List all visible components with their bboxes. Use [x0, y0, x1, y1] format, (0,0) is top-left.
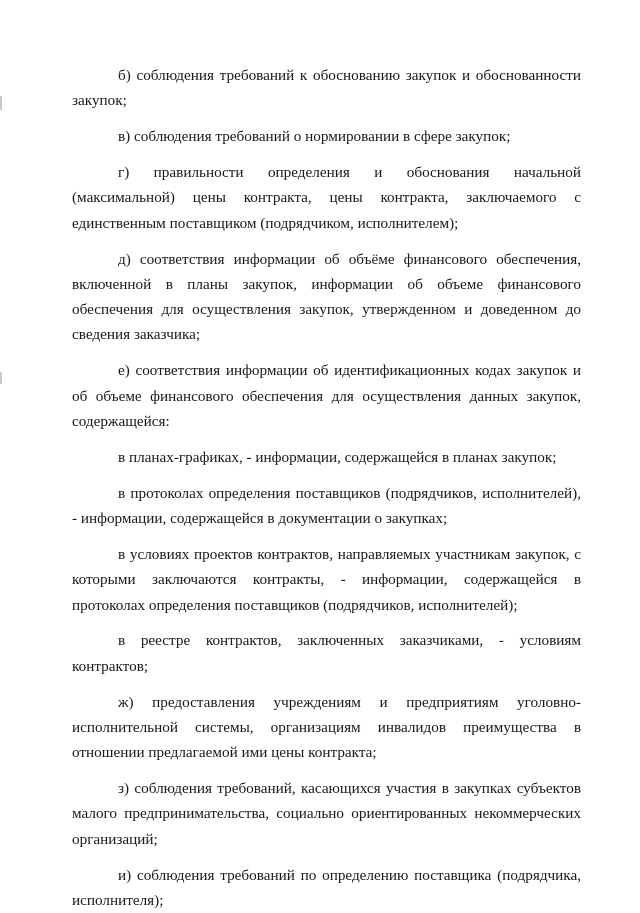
paragraph-e-plans: в планах-графиках, - информации, содержащейся в планах закупок; [118, 448, 557, 466]
paragraph-e-protocols: в протоколах определения поставщиков (подрядчиков, исполнителей), - информации, содержащейся в документации о закупках; [72, 484, 581, 528]
paragraph-v: в) соблюдения требований о нормировании в сфере закупок; [118, 128, 511, 146]
paragraph-e-registry: в реестре контрактов, заключенных заказчиками, - условиям контрактов; [72, 632, 581, 675]
scan-edge-mark [0, 372, 2, 384]
paragraph-z: з) соблюдения требований, касающихся участия в закупках субъектов малого предпринимательства, социально ориентированных некоммерческих организаций; [72, 780, 581, 848]
paragraph-i: и) соблюдения требований по определению поставщика (подрядчика, исполнителя); [72, 866, 581, 909]
paragraph-b: б) соблюдения требований к обоснованию закупок и обоснованности закупок; [72, 67, 581, 110]
paragraph-zh: ж) предоставления учреждениям и предприятиям уголовно-исполнительной системы, организациям инвалидов преимущества в отношении предлагаемой ими цены контракта; [72, 693, 581, 762]
paragraph-g: г) правильности определения и обоснования начальной (максимальной) цены контракта, цены контракта, заключаемого с единственным поставщиком (подрядчиком, исполнителем); [72, 164, 581, 232]
paragraph-e: е) соответствия информации об идентификационных кодах закупок и об объеме финансового обеспечения для осуществления данных закупок, содержащейся: [72, 362, 581, 430]
paragraph-d: д) соответствия информации об объёме финансового обеспечения, включенной в планы закупок, информации об объеме финансового обеспечения для осуществления закупок, утвержденном и доведенном до сведения заказчика; [72, 250, 581, 344]
document-body [72, 63, 581, 913]
paragraph-e-contract-drafts: в условиях проектов контрактов, направляемых участникам закупок, с которыми заключаются контракты, - информации, содержащейся в протоколах определения поставщиков (подрядчиков, исполнителей); [72, 545, 581, 614]
scan-edge-mark [0, 96, 2, 110]
